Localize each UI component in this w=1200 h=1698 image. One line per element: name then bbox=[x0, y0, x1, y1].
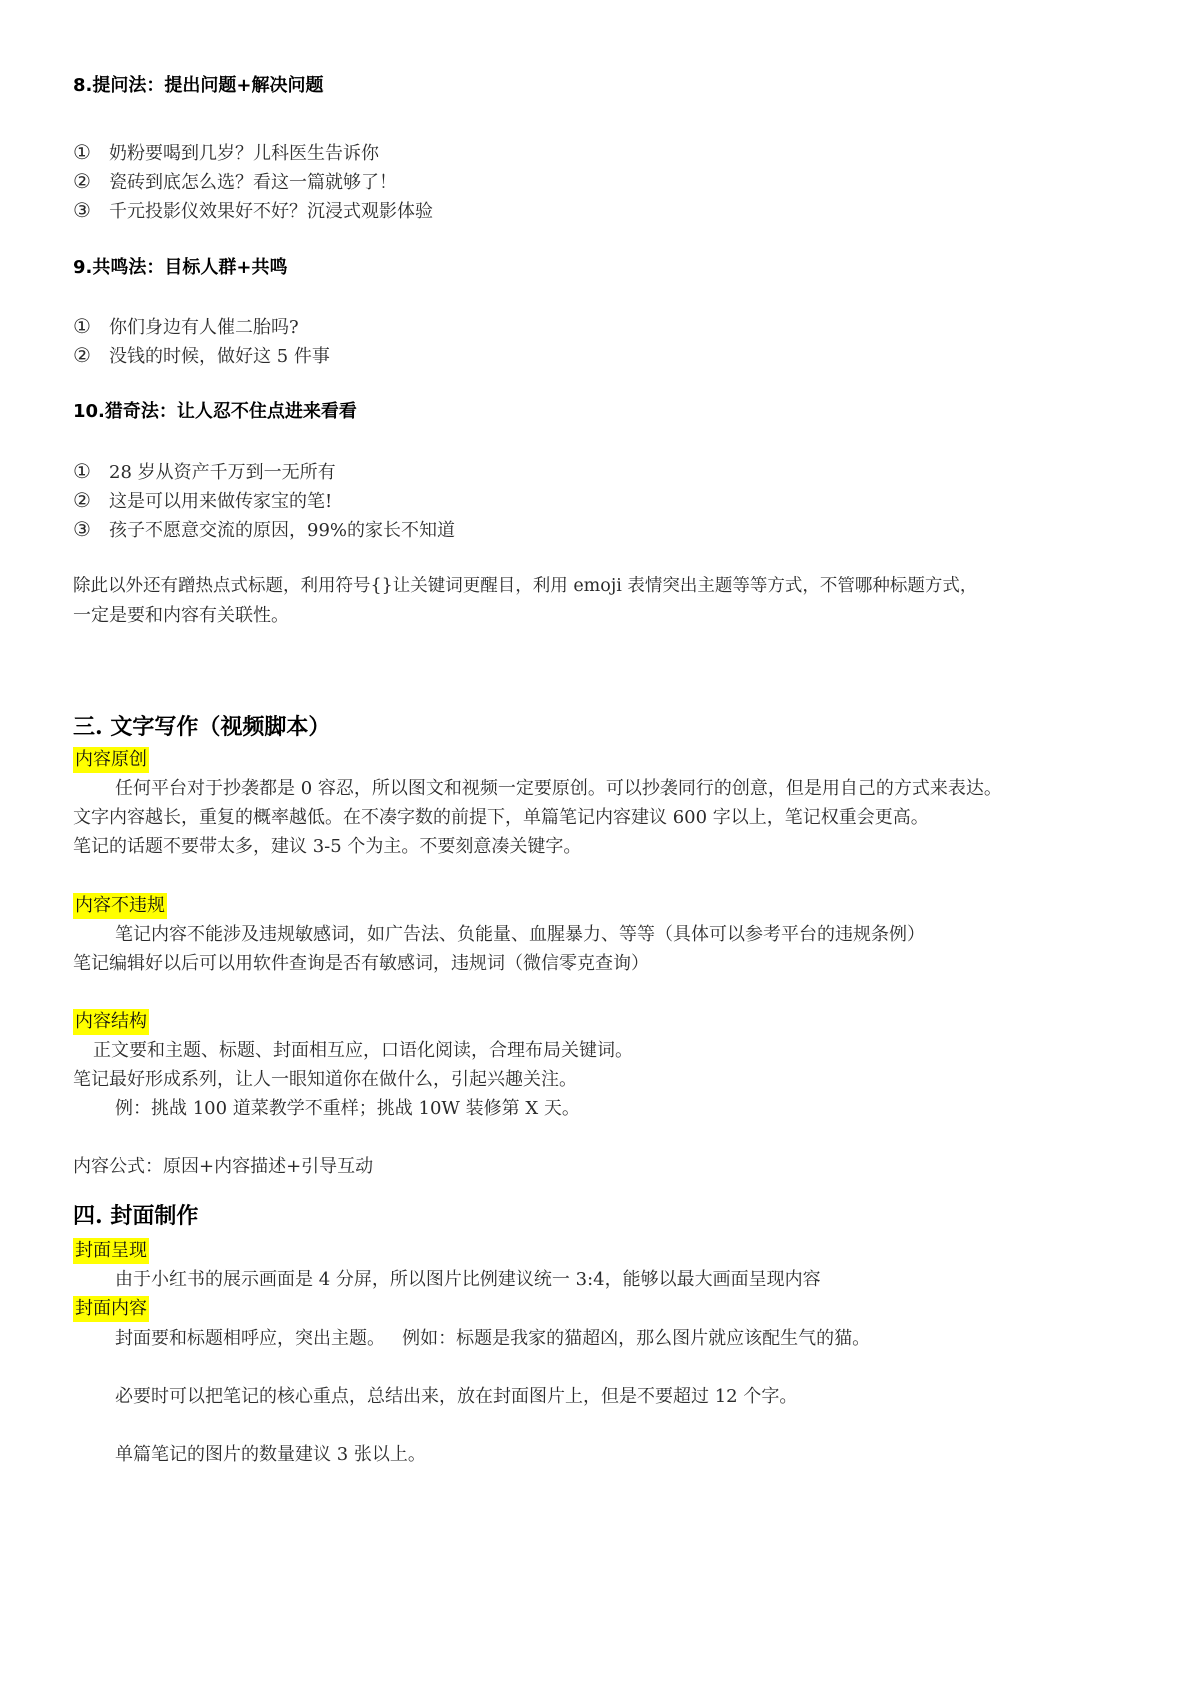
paragraph-line: 笔记内容不能涉及违规敏感词，如广告法、负能量、血腥暴力、等等（具体可以参考平台的违规条例） bbox=[115, 924, 925, 945]
paragraph-line: 单篇笔记的图片的数量建议 3 张以上。 bbox=[115, 1444, 426, 1465]
section-4-title: 四. 封面制作 bbox=[73, 1203, 199, 1229]
paragraph-line: 必要时可以把笔记的核心重点，总结出来，放在封面图片上，但是不要超过 12 个字。 bbox=[115, 1386, 798, 1407]
content-formula: 内容公式：原因+内容描述+引导互动 bbox=[73, 1156, 374, 1177]
paragraph-line: 笔记的话题不要带太多，建议 3-5 个为主。不要刻意凑关键字。 bbox=[73, 836, 582, 857]
circled-number: ① bbox=[73, 314, 91, 338]
paragraph-line: 正文要和主题、标题、封面相互应，口语化阅读，合理布局关键词。 bbox=[93, 1040, 633, 1061]
list-item bbox=[73, 314, 299, 340]
paragraph-line: 笔记编辑好以后可以用软件查询是否有敏感词，违规词（微信零克查询） bbox=[73, 953, 649, 974]
original-content-label: 内容原创 bbox=[73, 747, 149, 773]
section-3-title: 三. 文字写作（视频脚本） bbox=[73, 714, 331, 740]
list-item bbox=[73, 198, 433, 224]
list-item-text: 千元投影仪效果好不好？沉浸式观影体验 bbox=[109, 201, 433, 222]
summary-line-1: 除此以外还有蹭热点式标题，利用符号{}让关键词更醒目，利用 emoji 表情突出主题等等方式，不管哪种标题方式， bbox=[73, 576, 978, 596]
list-item-text: 奶粉要喝到几岁？儿科医生告诉你 bbox=[109, 143, 379, 164]
list-item bbox=[73, 343, 330, 369]
list-item bbox=[73, 140, 379, 166]
cover-content-label: 封面内容 bbox=[73, 1296, 149, 1322]
list-item bbox=[73, 488, 332, 514]
list-item-text: 28 岁从资产千万到一无所有 bbox=[109, 462, 336, 483]
structure-label: 内容结构 bbox=[73, 1009, 149, 1035]
list-item-text: 瓷砖到底怎么选？看这一篇就够了！ bbox=[109, 172, 397, 193]
summary-line-2: 一定是要和内容有关联性。 bbox=[73, 605, 289, 626]
method-8-heading: 8.提问法：提出问题+解决问题 bbox=[73, 75, 324, 96]
paragraph-line: 笔记最好形成系列，让人一眼知道你在做什么，引起兴趣关注。 bbox=[73, 1069, 577, 1090]
method-10-heading: 10.猎奇法：让人忍不住点进来看看 bbox=[73, 401, 357, 422]
circled-number: ① bbox=[73, 140, 91, 164]
paragraph-line: 任何平台对于抄袭都是 0 容忍，所以图文和视频一定要原创。可以抄袭同行的创意，但是用自己的方式来表达。 bbox=[115, 778, 1002, 799]
list-item-text: 孩子不愿意交流的原因，99%的家长不知道 bbox=[109, 520, 456, 541]
circled-number: ③ bbox=[73, 517, 91, 541]
circled-number: ① bbox=[73, 459, 91, 483]
list-item-text: 你们身边有人催二胎吗? bbox=[109, 317, 299, 338]
paragraph-line: 文字内容越长，重复的概率越低。在不凑字数的前提下，单篇笔记内容建议 600 字以上，笔记权重会更高。 bbox=[73, 807, 929, 828]
list-item bbox=[73, 169, 397, 195]
list-item-text: 这是可以用来做传家宝的笔! bbox=[109, 491, 333, 512]
circled-number: ② bbox=[73, 343, 91, 367]
paragraph-line: 例：挑战 100 道菜教学不重样；挑战 10W 装修第 X 天。 bbox=[115, 1098, 580, 1119]
compliance-label: 内容不违规 bbox=[73, 893, 167, 919]
method-9-heading: 9.共鸣法：目标人群+共鸣 bbox=[73, 257, 288, 278]
circled-number: ② bbox=[73, 169, 91, 193]
list-item bbox=[73, 459, 336, 485]
circled-number: ③ bbox=[73, 198, 91, 222]
circled-number: ② bbox=[73, 488, 91, 512]
paragraph-line: 封面要和标题相呼应，突出主题。 例如：标题是我家的猫超凶，那么图片就应该配生气的猫。 bbox=[115, 1328, 871, 1349]
list-item-text: 没钱的时候，做好这 5 件事 bbox=[109, 346, 330, 367]
paragraph-line: 由于小红书的展示画面是 4 分屏，所以图片比例建议统一 3:4，能够以最大画面呈现内容 bbox=[115, 1269, 821, 1290]
list-item bbox=[73, 517, 455, 543]
cover-present-label: 封面呈现 bbox=[73, 1238, 149, 1264]
